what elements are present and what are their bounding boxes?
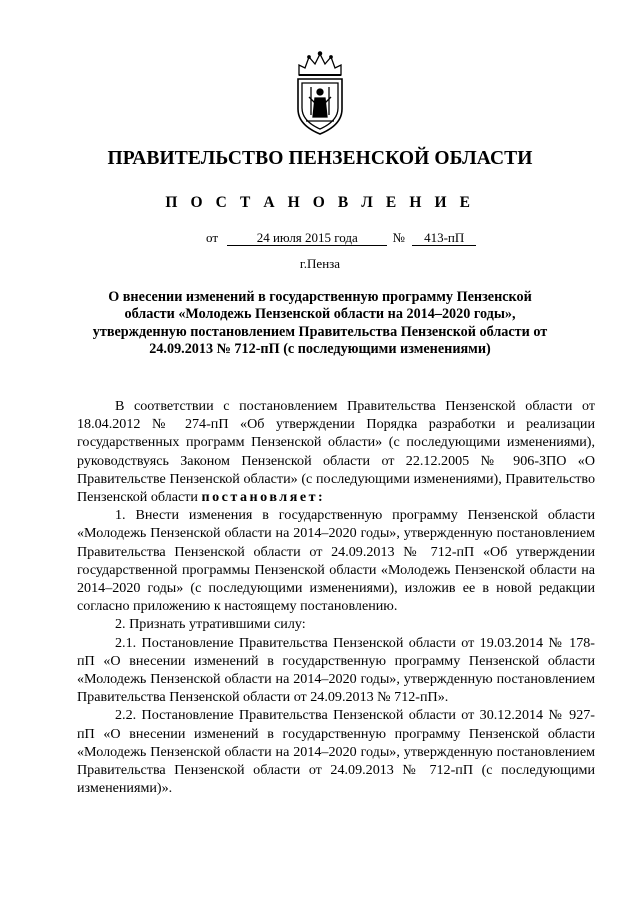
resolves-word: постановляет: xyxy=(201,489,326,506)
item-2: 2. Признать утратившими силу: xyxy=(115,616,306,633)
number-sign: № xyxy=(392,230,405,245)
item-1: 1. Внести изменения в государственную программу Пензенской области «Молодежь Пензенской области на 2014–2020 годы», утвержденную постановлением Правительства Пензенской области от 24.09.2013 № 712-пП «Об утверждении государственной программы Пензенской области «Молодежь Пензенской области на 2014–2020 годы» (с последующими изменениями), изложив ее в новой редакции согласно приложению к настоящему постановлению. xyxy=(77,507,595,615)
date-prefix: от xyxy=(206,230,219,245)
document-date: 24 июля 2015 года xyxy=(227,231,387,246)
document-body xyxy=(77,397,595,797)
intro-paragraph xyxy=(77,397,595,506)
document-title: О внесении изменений в государственную программу Пензенской области «Молодежь Пензенской области на 2014–2020 годы», утвержденную постановлением Правительства Пензенской области от 24.09.2013 № 712-пП (с последующими изменениями) xyxy=(92,289,548,358)
document-type: П О С Т А Н О В Л Е Н И Е xyxy=(165,194,475,211)
document-number: 413-пП xyxy=(412,231,476,246)
intro-text: В соответствии с постановлением Правительства Пензенской области от 18.04.2012 № 274-пП «Об утверждении Порядка разработки и реализации государственных программ Пензенской области» (с последующими изменениями), руководствуясь Законом Пензенской области от 22.12.2005 № 906-ЗПО «О Правительстве Пензенской области» (с последующими изменениями), Правительство Пензенской области xyxy=(77,398,595,506)
government-name: ПРАВИТЕЛЬСТВО ПЕНЗЕНСКОЙ ОБЛАСТИ xyxy=(107,148,533,169)
coat-of-arms-icon xyxy=(291,51,349,137)
item-2-2: 2.2. Постановление Правительства Пензенской области от 30.12.2014 № 927-пП «О внесении изменений в государственную программу Пензенской области «Молодежь Пензенской области на 2014–2020 годы», утвержденную постановлением Правительства Пензенской области от 24.09.2013 № 712-пП (с последующими изменениями)». xyxy=(77,707,595,797)
item-2-1: 2.1. Постановление Правительства Пензенской области от 19.03.2014 № 178-пП «О внесении изменений в государственную программу Пензенской области «Молодежь Пензенской области на 2014–2020 годы», утвержденную постановлением Правительства Пензенской области от 24.09.2013 № 712-пП». xyxy=(77,634,595,706)
date-line xyxy=(206,230,476,246)
city: г.Пенза xyxy=(299,256,341,271)
